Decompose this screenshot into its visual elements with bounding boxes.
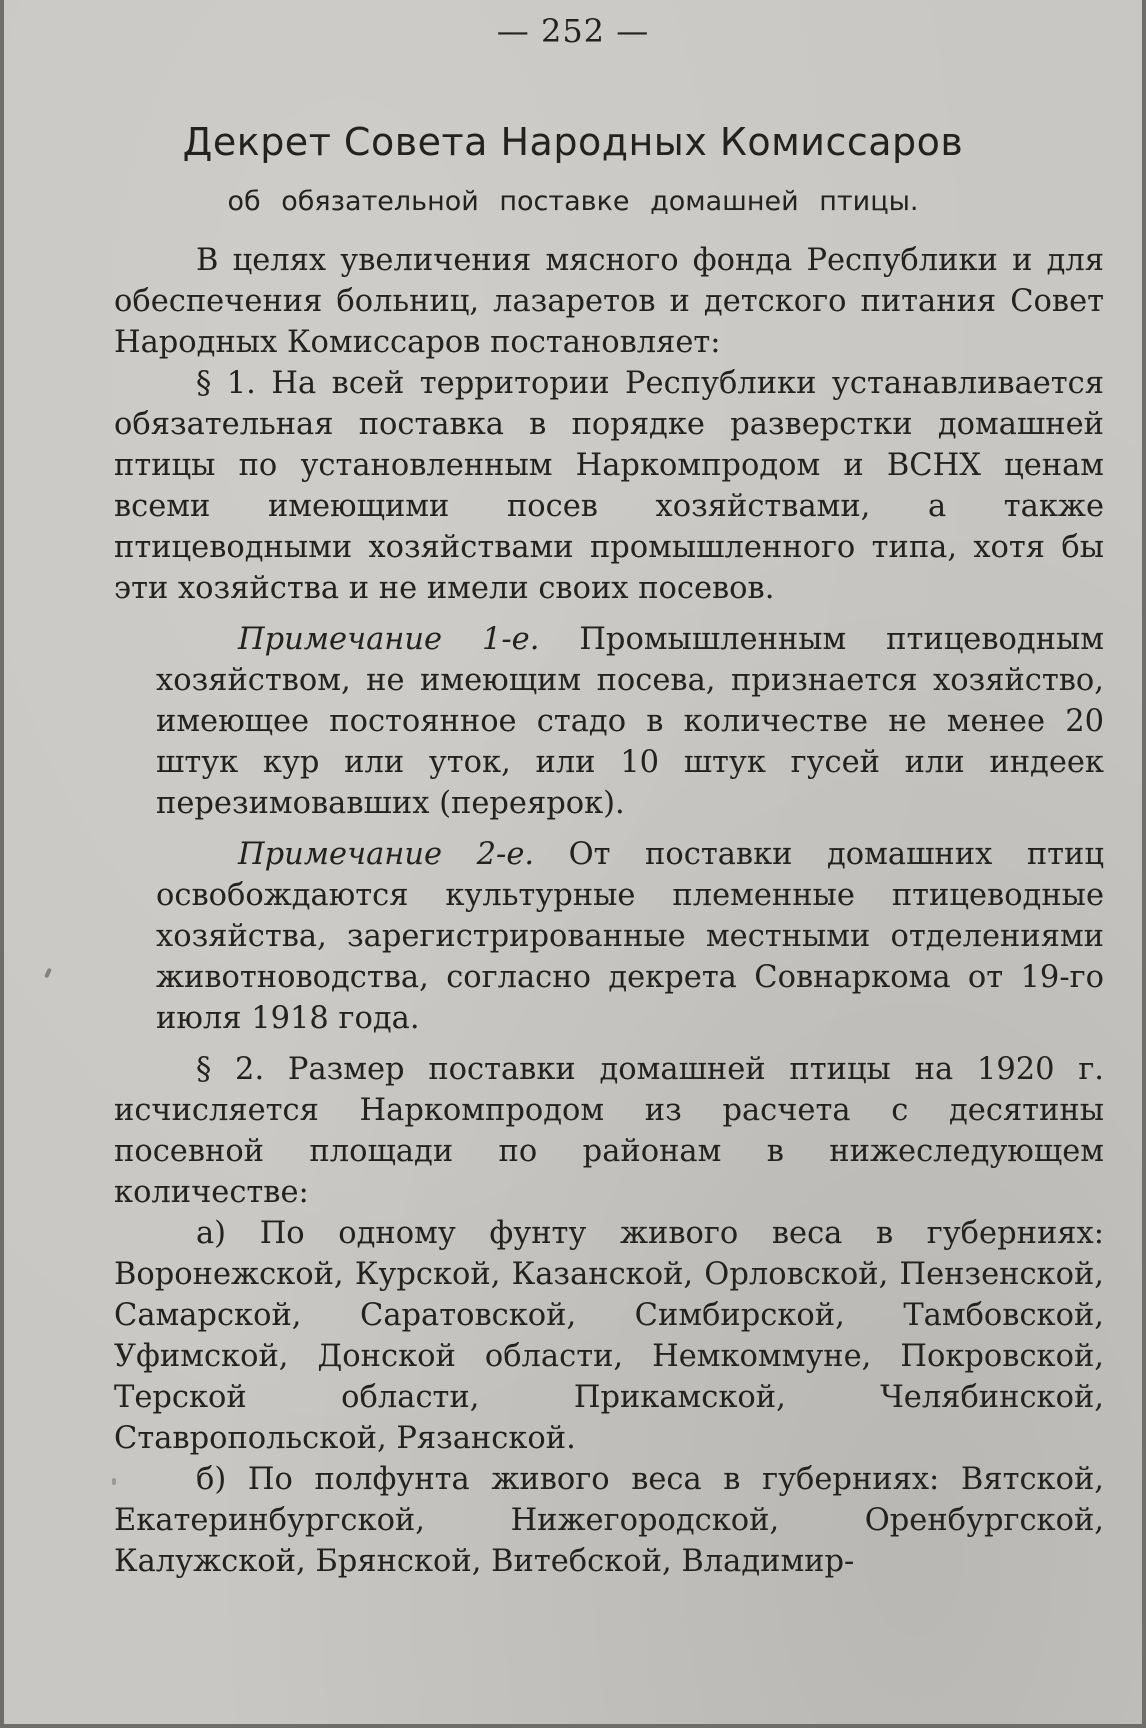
note-1-label: Примечание 1-е. bbox=[238, 622, 540, 657]
note-2-paragraph bbox=[156, 834, 1104, 1039]
document-page bbox=[4, 0, 1142, 1724]
item-b-paragraph: б) По полфунта живого веса в губерниях: Вятской, Екатеринбургской, Нижегородской, Оренбургской, Калужской, Брянской, Витебской, Владимир- bbox=[114, 1462, 1104, 1579]
section-2-paragraph: § 2. Размер поставки домашней птицы на 1920 г. исчисляется Наркомпродом из расчета с десятины посевной площади по районам в нижеследующем количестве: bbox=[114, 1052, 1104, 1210]
note-2-text: От поставки домашних птиц освобождаются культурные племенные птицеводные хозяйства, зарегистрированные местными отделениями животноводства, согласно декрета Совнаркома от 19-го июля 1918 года. bbox=[156, 837, 1104, 1036]
decree-body bbox=[114, 240, 1104, 1582]
section-1-paragraph: § 1. На всей территории Республики устанавливается обязательная поставка в порядке разверстки домашней птицы по установленным Наркомпродом и ВСНХ ценам всеми имеющими посев хозяйствами, а также птицеводными хозяйствами промышленного типа, хотя бы эти хозяйства и не имели своих посевов. bbox=[114, 366, 1104, 606]
ink-speck bbox=[44, 968, 52, 979]
note-1-paragraph bbox=[156, 619, 1104, 824]
decree-subtitle: об обязательной поставке домашней птицы. bbox=[227, 186, 919, 217]
note-1-text: Промышленным птицеводным хозяйством, не имеющим посева, признается хозяйство, имеющее постоянное стадо в количестве не менее 20 штук кур или уток, или 10 штук гусей или индеек перезимовавших (переярок). bbox=[156, 622, 1104, 821]
item-a-paragraph: а) По одному фунту живого веса в губерниях: Воронежской, Курской, Казанской, Орловской, Пензенской, Самарской, Саратовской, Симбирской, Тамбовской, Уфимской, Донской области, Немкоммуне, Покровской, Терской области, Прикамской, Челябинской, Ставропольской, Рязанской. bbox=[114, 1216, 1104, 1456]
decree-title: Декрет Совета Народных Комиссаров bbox=[182, 120, 964, 164]
preamble-paragraph: В целях увеличения мясного фонда Республики и для обеспечения больниц, лазаретов и детского питания Совет Народных Комиссаров постановляет: bbox=[114, 243, 1104, 360]
page-number: — 252 — bbox=[496, 12, 650, 50]
ink-speck bbox=[112, 1478, 116, 1485]
note-2-label: Примечание 2-е. bbox=[238, 837, 535, 872]
